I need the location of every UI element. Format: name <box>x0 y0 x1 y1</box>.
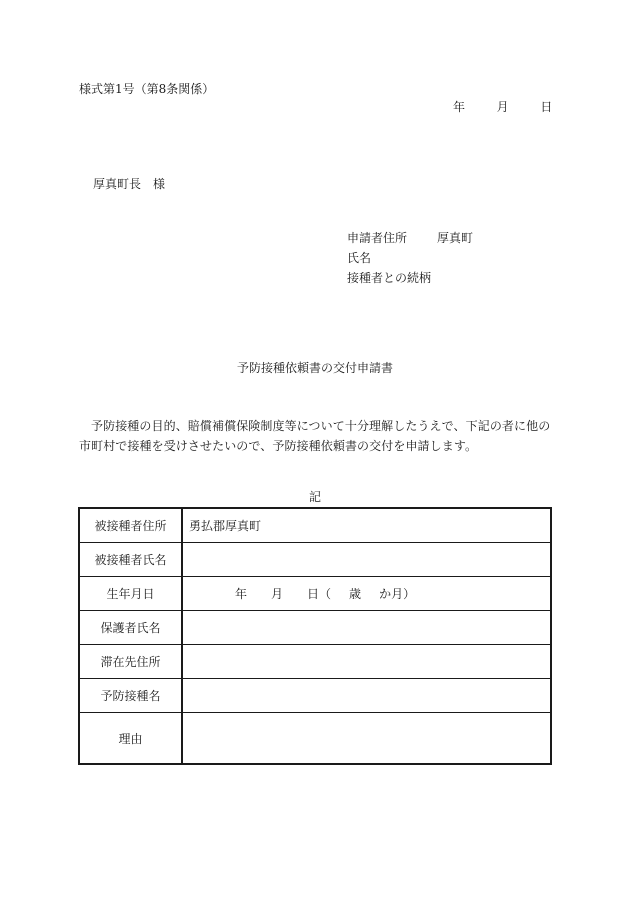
ki-label: 記 <box>308 490 321 504</box>
row-value-dob[interactable] <box>182 577 551 611</box>
body-text: 予防接種の目的、賠償補償保険制度等について十分理解したうえで、下記の者に他の市町村で接種を受けさせたいので、予防接種依頼書の交付を申請します。 <box>79 419 551 453</box>
row-label-dob: 生年月日 <box>79 577 182 611</box>
row-value-address[interactable]: 勇払郡厚真町 <box>182 508 551 543</box>
dob-months: か月） <box>379 587 416 601</box>
applicant-block <box>347 231 473 291</box>
date-line <box>453 100 552 114</box>
row-value-name[interactable] <box>182 543 551 577</box>
row-label-stay-address: 滞在先住所 <box>79 645 182 679</box>
date-month: 月 <box>496 100 509 114</box>
table-row <box>79 543 551 577</box>
table-row <box>79 611 551 645</box>
addressee: 厚真町長 様 <box>93 177 166 191</box>
table-row <box>79 713 551 765</box>
row-value-guardian[interactable] <box>182 611 551 645</box>
applicant-address-label: 申請者住所 <box>347 231 408 245</box>
applicant-relation-row <box>347 271 473 291</box>
detail-table <box>78 507 552 765</box>
document-title: 予防接種依頼書の交付申請書 <box>236 361 393 375</box>
table-row <box>79 645 551 679</box>
dob-age: 歳 <box>349 587 362 601</box>
applicant-name-label: 氏名 <box>347 251 372 265</box>
row-value-reason[interactable] <box>182 713 551 765</box>
dob-day: 日（ <box>307 587 332 601</box>
applicant-address-row <box>347 231 473 251</box>
row-label-guardian: 保護者氏名 <box>79 611 182 645</box>
table-row <box>79 508 551 543</box>
dob-year: 年 <box>235 587 248 601</box>
table-row <box>79 577 551 611</box>
applicant-name-row <box>347 251 473 271</box>
row-label-reason: 理由 <box>79 713 182 765</box>
applicant-relation-label: 接種者との続柄 <box>347 271 432 285</box>
row-label-vaccine: 予防接種名 <box>79 679 182 713</box>
row-value-vaccine[interactable] <box>182 679 551 713</box>
row-label-address: 被接種者住所 <box>79 508 182 543</box>
form-number: 様式第1号（第8条関係） <box>79 82 215 96</box>
row-value-stay-address[interactable] <box>182 645 551 679</box>
date-year: 年 <box>453 100 466 114</box>
date-day: 日 <box>540 100 553 114</box>
row-label-name: 被接種者氏名 <box>79 543 182 577</box>
dob-month: 月 <box>271 587 284 601</box>
applicant-address-value: 厚真町 <box>437 231 474 245</box>
table-row <box>79 679 551 713</box>
